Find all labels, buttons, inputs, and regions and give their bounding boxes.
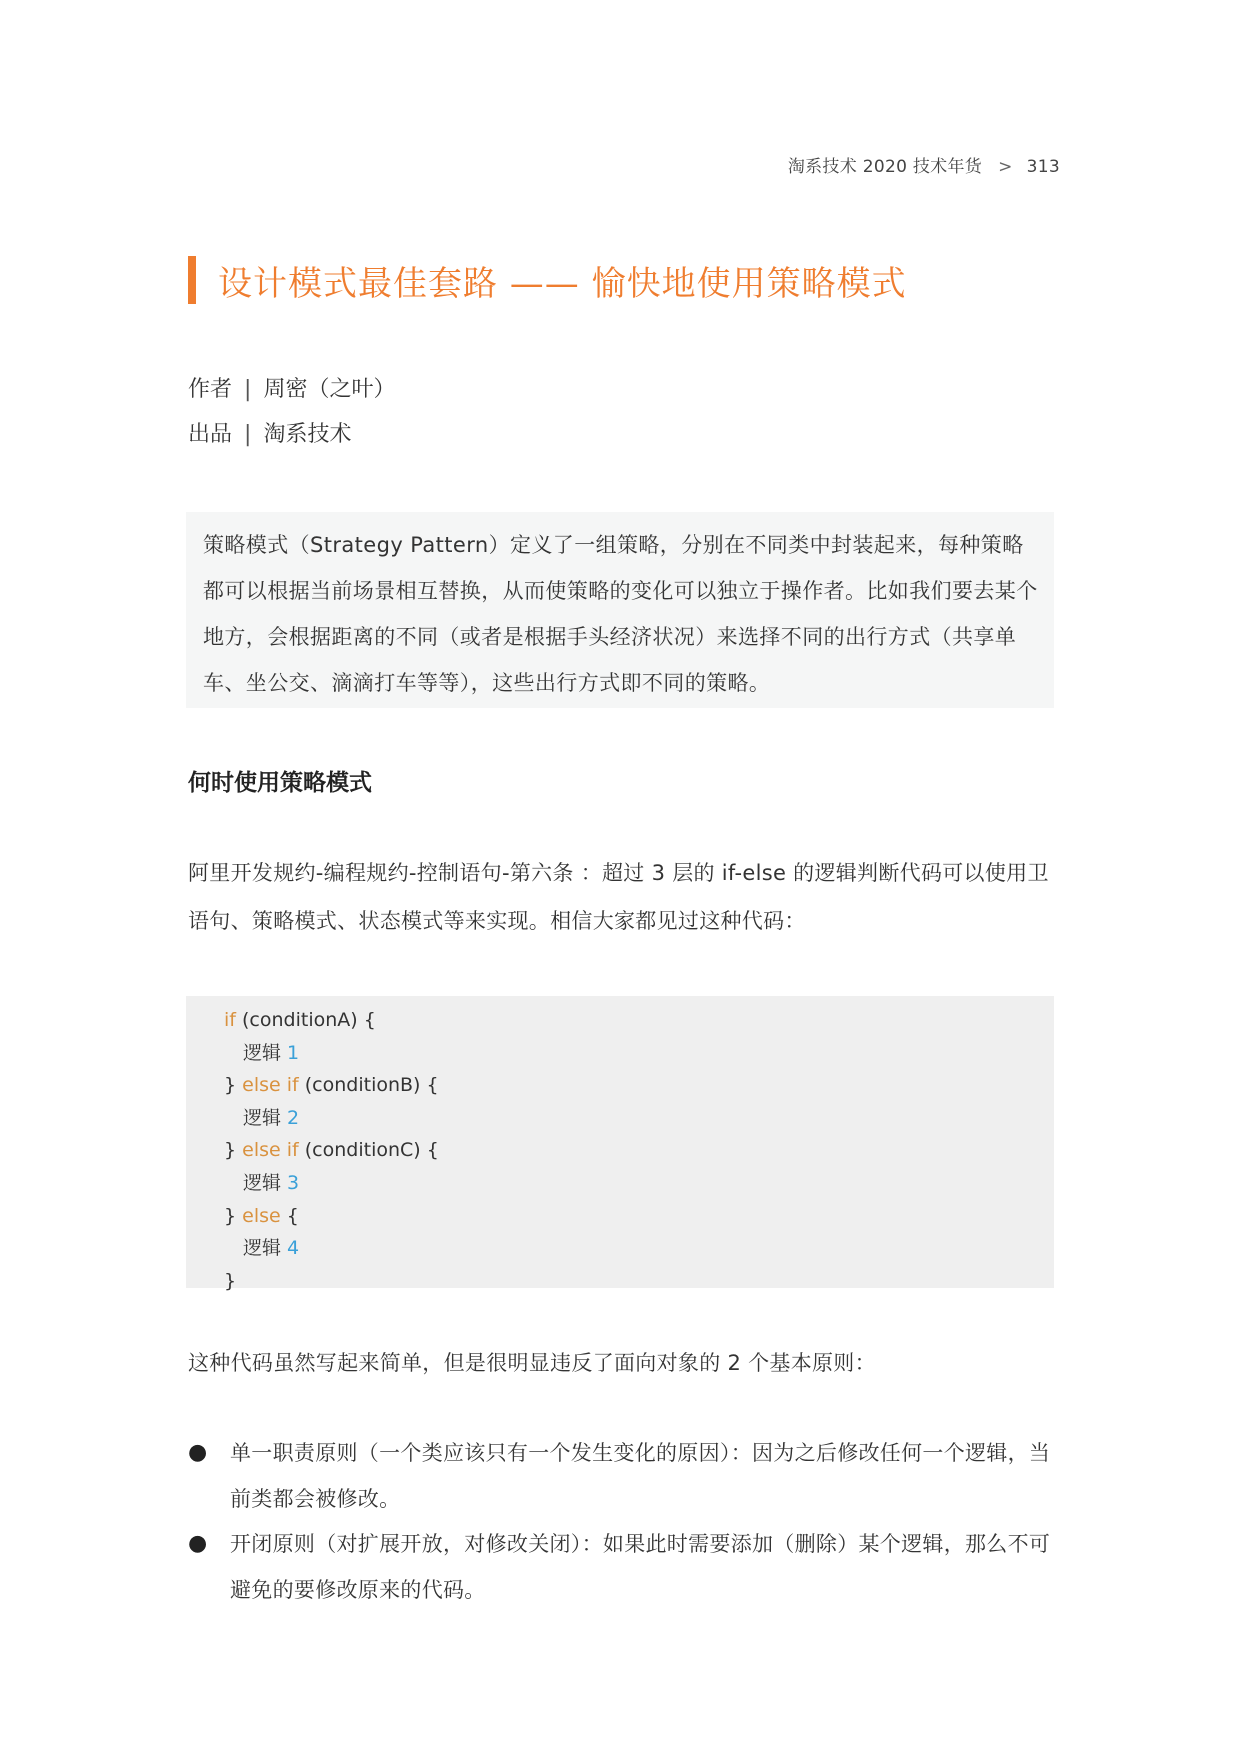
code-line (224, 1134, 1054, 1167)
code-text: { (280, 1204, 299, 1227)
code-line (224, 1102, 1054, 1135)
section-heading: 何时使用策略模式 (188, 770, 372, 796)
code-keyword: else (242, 1204, 281, 1227)
bullet-icon: ● (188, 1531, 208, 1556)
code-line (224, 1265, 1054, 1298)
code-keyword: else if (242, 1074, 299, 1097)
paragraph-principles: 这种代码虽然写起来简单，但是很明显违反了面向对象的 2 个基本原则： (188, 1351, 876, 1375)
code-text: (conditionA) { (235, 1009, 376, 1031)
author-line (188, 372, 395, 403)
code-line (224, 1069, 1054, 1102)
code-text: (conditionB) { (298, 1074, 439, 1097)
author-separator: | (244, 377, 252, 402)
list-item (188, 1521, 1054, 1613)
article-title: 设计模式最佳套路 —— 愉快地使用策略模式 (218, 263, 907, 304)
code-text: 逻辑 (243, 1041, 288, 1064)
code-keyword: else if (242, 1139, 299, 1162)
code-keyword: if (224, 1009, 236, 1031)
code-text: 逻辑 (243, 1237, 288, 1260)
code-text: } (224, 1204, 243, 1227)
code-block (186, 996, 1054, 1292)
intro-quote-box (186, 512, 1054, 708)
code-text: } (224, 1269, 237, 1292)
bullet-icon: ● (188, 1440, 208, 1465)
code-text: (conditionC) { (298, 1139, 439, 1162)
publisher-line (188, 417, 351, 448)
code-number: 2 (287, 1106, 300, 1129)
publisher-separator: | (244, 422, 252, 447)
publisher-label: 出品 (188, 422, 233, 447)
code-text: } (224, 1139, 243, 1162)
code-line (224, 1004, 1054, 1037)
code-number: 3 (287, 1171, 300, 1194)
code-line (224, 1167, 1054, 1200)
list-item-text: 开闭原则（对扩展开放，对修改关闭）：如果此时需要添加（删除）某个逻辑，那么不可避免的要修改原来的代码。 (230, 1532, 1051, 1602)
article-title-block (188, 255, 907, 305)
author-name: 周密（之叶） (263, 377, 396, 402)
author-label: 作者 (188, 377, 233, 402)
title-accent-bar (188, 256, 196, 304)
paragraph-rule: 阿里开发规约-编程规约-控制语句-第六条 ：超过 3 层的 if-else 的逻辑判断代码可以使用卫语句、策略模式、状态模式等来实现。相信大家都见过这种代码： (188, 861, 1049, 933)
code-number: 1 (287, 1041, 300, 1064)
intro-text: 策略模式（Strategy Pattern）定义了一组策略，分别在不同类中封装起来，每种策略都可以根据当前场景相互替换，从而使策略的变化可以独立于操作者。比如我们要去某个地方，会根据距离的不同（或者是根据手头经济状况）来选择不同的出行方式（共享单车、坐公交、滴滴打车等等），这些出行方式即不同的策略。 (203, 533, 1038, 695)
code-number: 4 (287, 1237, 300, 1260)
list-item-text: 单一职责原则（一个类应该只有一个发生变化的原因）：因为之后修改任何一个逻辑，当前类都会被修改。 (230, 1441, 1051, 1511)
code-line (224, 1232, 1054, 1265)
code-text: 逻辑 (243, 1106, 288, 1129)
page-header (788, 152, 1060, 177)
publisher-name: 淘系技术 (263, 422, 352, 447)
code-line (224, 1037, 1054, 1070)
page-number: 313 (1026, 157, 1060, 177)
list-item (188, 1430, 1054, 1522)
header-separator: > (998, 157, 1013, 177)
code-text: 逻辑 (243, 1171, 288, 1194)
code-text: } (224, 1074, 243, 1097)
code-line (224, 1200, 1054, 1233)
book-title: 淘系技术 2020 技术年货 (787, 157, 983, 177)
